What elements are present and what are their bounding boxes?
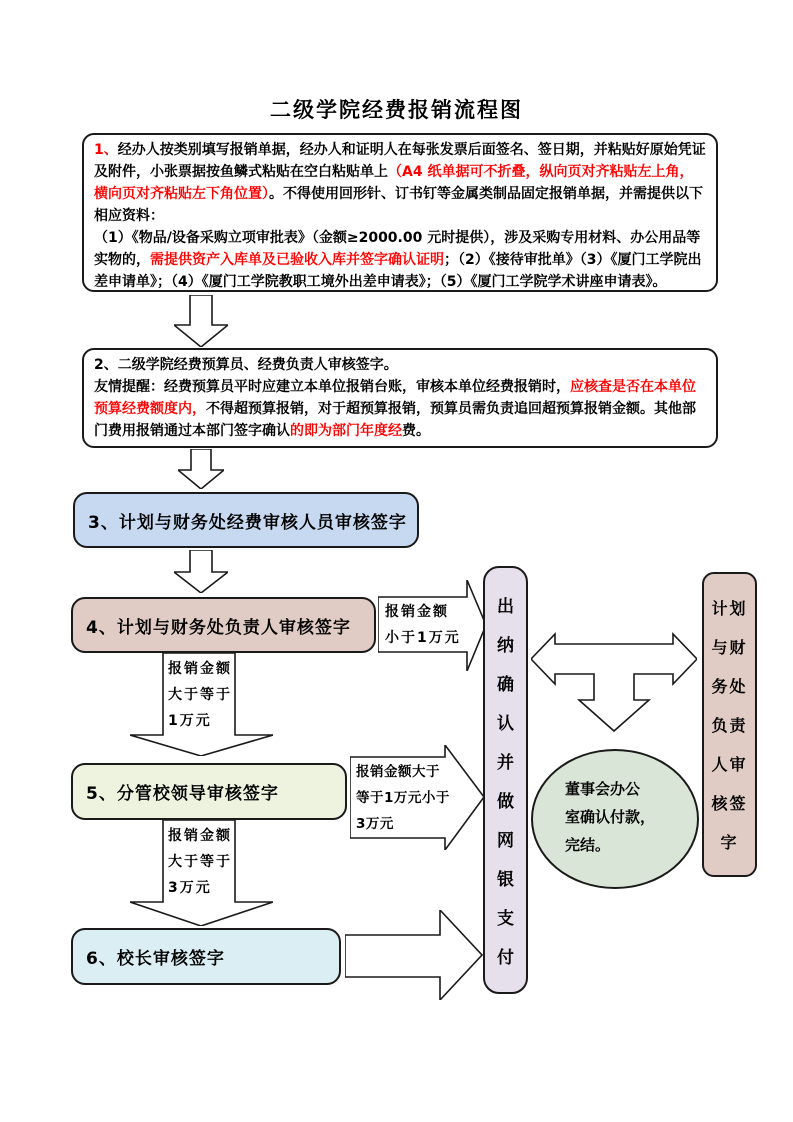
board-office-label: 董事会办公 室确认付款， 完结。 [565, 780, 656, 854]
step4-label: 4、计划与财务处负责人审核签字 [86, 617, 351, 638]
cashier-payment-box: 出 纳 确 认 并 做 网 银 支 付 [483, 566, 528, 994]
page-title: 二级学院经费报销流程图 [270, 98, 523, 122]
down-arrow-1-icon [174, 295, 228, 347]
finance-head-sign-box: 计划 与财 务处 负责 人审 核签 字 [702, 572, 757, 877]
step2-box: 2、二级学院经费预算员、经费负责人审核签字。 友情提醒：经费预算员平时应建立本单位报销台账，审核本单位经费报销时，应核查是否在本单位预算经费额度内，不得超预算报销，对于超预算报销，预算员需负责追回超预算报销金额。其他部门费用报销通过本部门签字确认的即为部门年度经费。 [82, 348, 718, 448]
arrow-10k-30k-label: 报销金额大于 等于1万元小于 3万元 [356, 764, 450, 832]
arrow-ge-10k [130, 653, 273, 756]
step6-box [71, 928, 341, 985]
arrow-lt-10k [378, 580, 487, 671]
step1-box: 1、经办人按类别填写报销单据，经办人和证明人在每张发票后面签名、签日期，并粘贴好原始凭证及附件，小张票据按鱼鳞式粘贴在空白粘贴单上（A4 纸单据可不折叠，纵向页对齐粘贴左上角，横向页对齐粘贴左下角位置）。不得使用回形针、订书钉等金属类制品固定报销单据，并需提供以下相应资料： （1）《物品/设备采购立项审批表》（金额≥2000.00 元时提供），涉及采购专用材料、办公用品等实物的，需提供资产入库单及已验收入库并签字确认证明；（2）《接待审批单》（3）《厦门工学院出差申请单》；（4）《厦门工学院教职工境外出差申请表》；（5）《厦门工学院学术讲座申请表》。 [82, 133, 718, 292]
down-arrow-2-icon [178, 449, 224, 489]
step3-box [73, 492, 419, 548]
arrow-lt-10k-label: 报销金额 小于1万元 [385, 604, 461, 646]
step3-label: 3、计划与财务处经费审核人员审核签字 [88, 512, 407, 533]
step5-box [71, 763, 347, 820]
board-office-ellipse [531, 749, 699, 889]
arrow-ge-30k [130, 820, 273, 926]
step5-label: 5、分管校领导审核签字 [86, 784, 279, 804]
arrow-10k-30k [350, 745, 485, 850]
right-arrow-step6-icon [345, 910, 483, 1000]
step6-label: 6、校长审核签字 [86, 949, 225, 969]
step4-box [71, 597, 376, 653]
arrow-ge-30k-label: 报销金额 大于等于 3万元 [168, 828, 232, 896]
arrow-ge-10k-label: 报销金额 大于等于 1万元 [168, 661, 232, 729]
down-arrow-3-icon [174, 550, 228, 593]
three-way-arrow-icon [531, 628, 697, 734]
